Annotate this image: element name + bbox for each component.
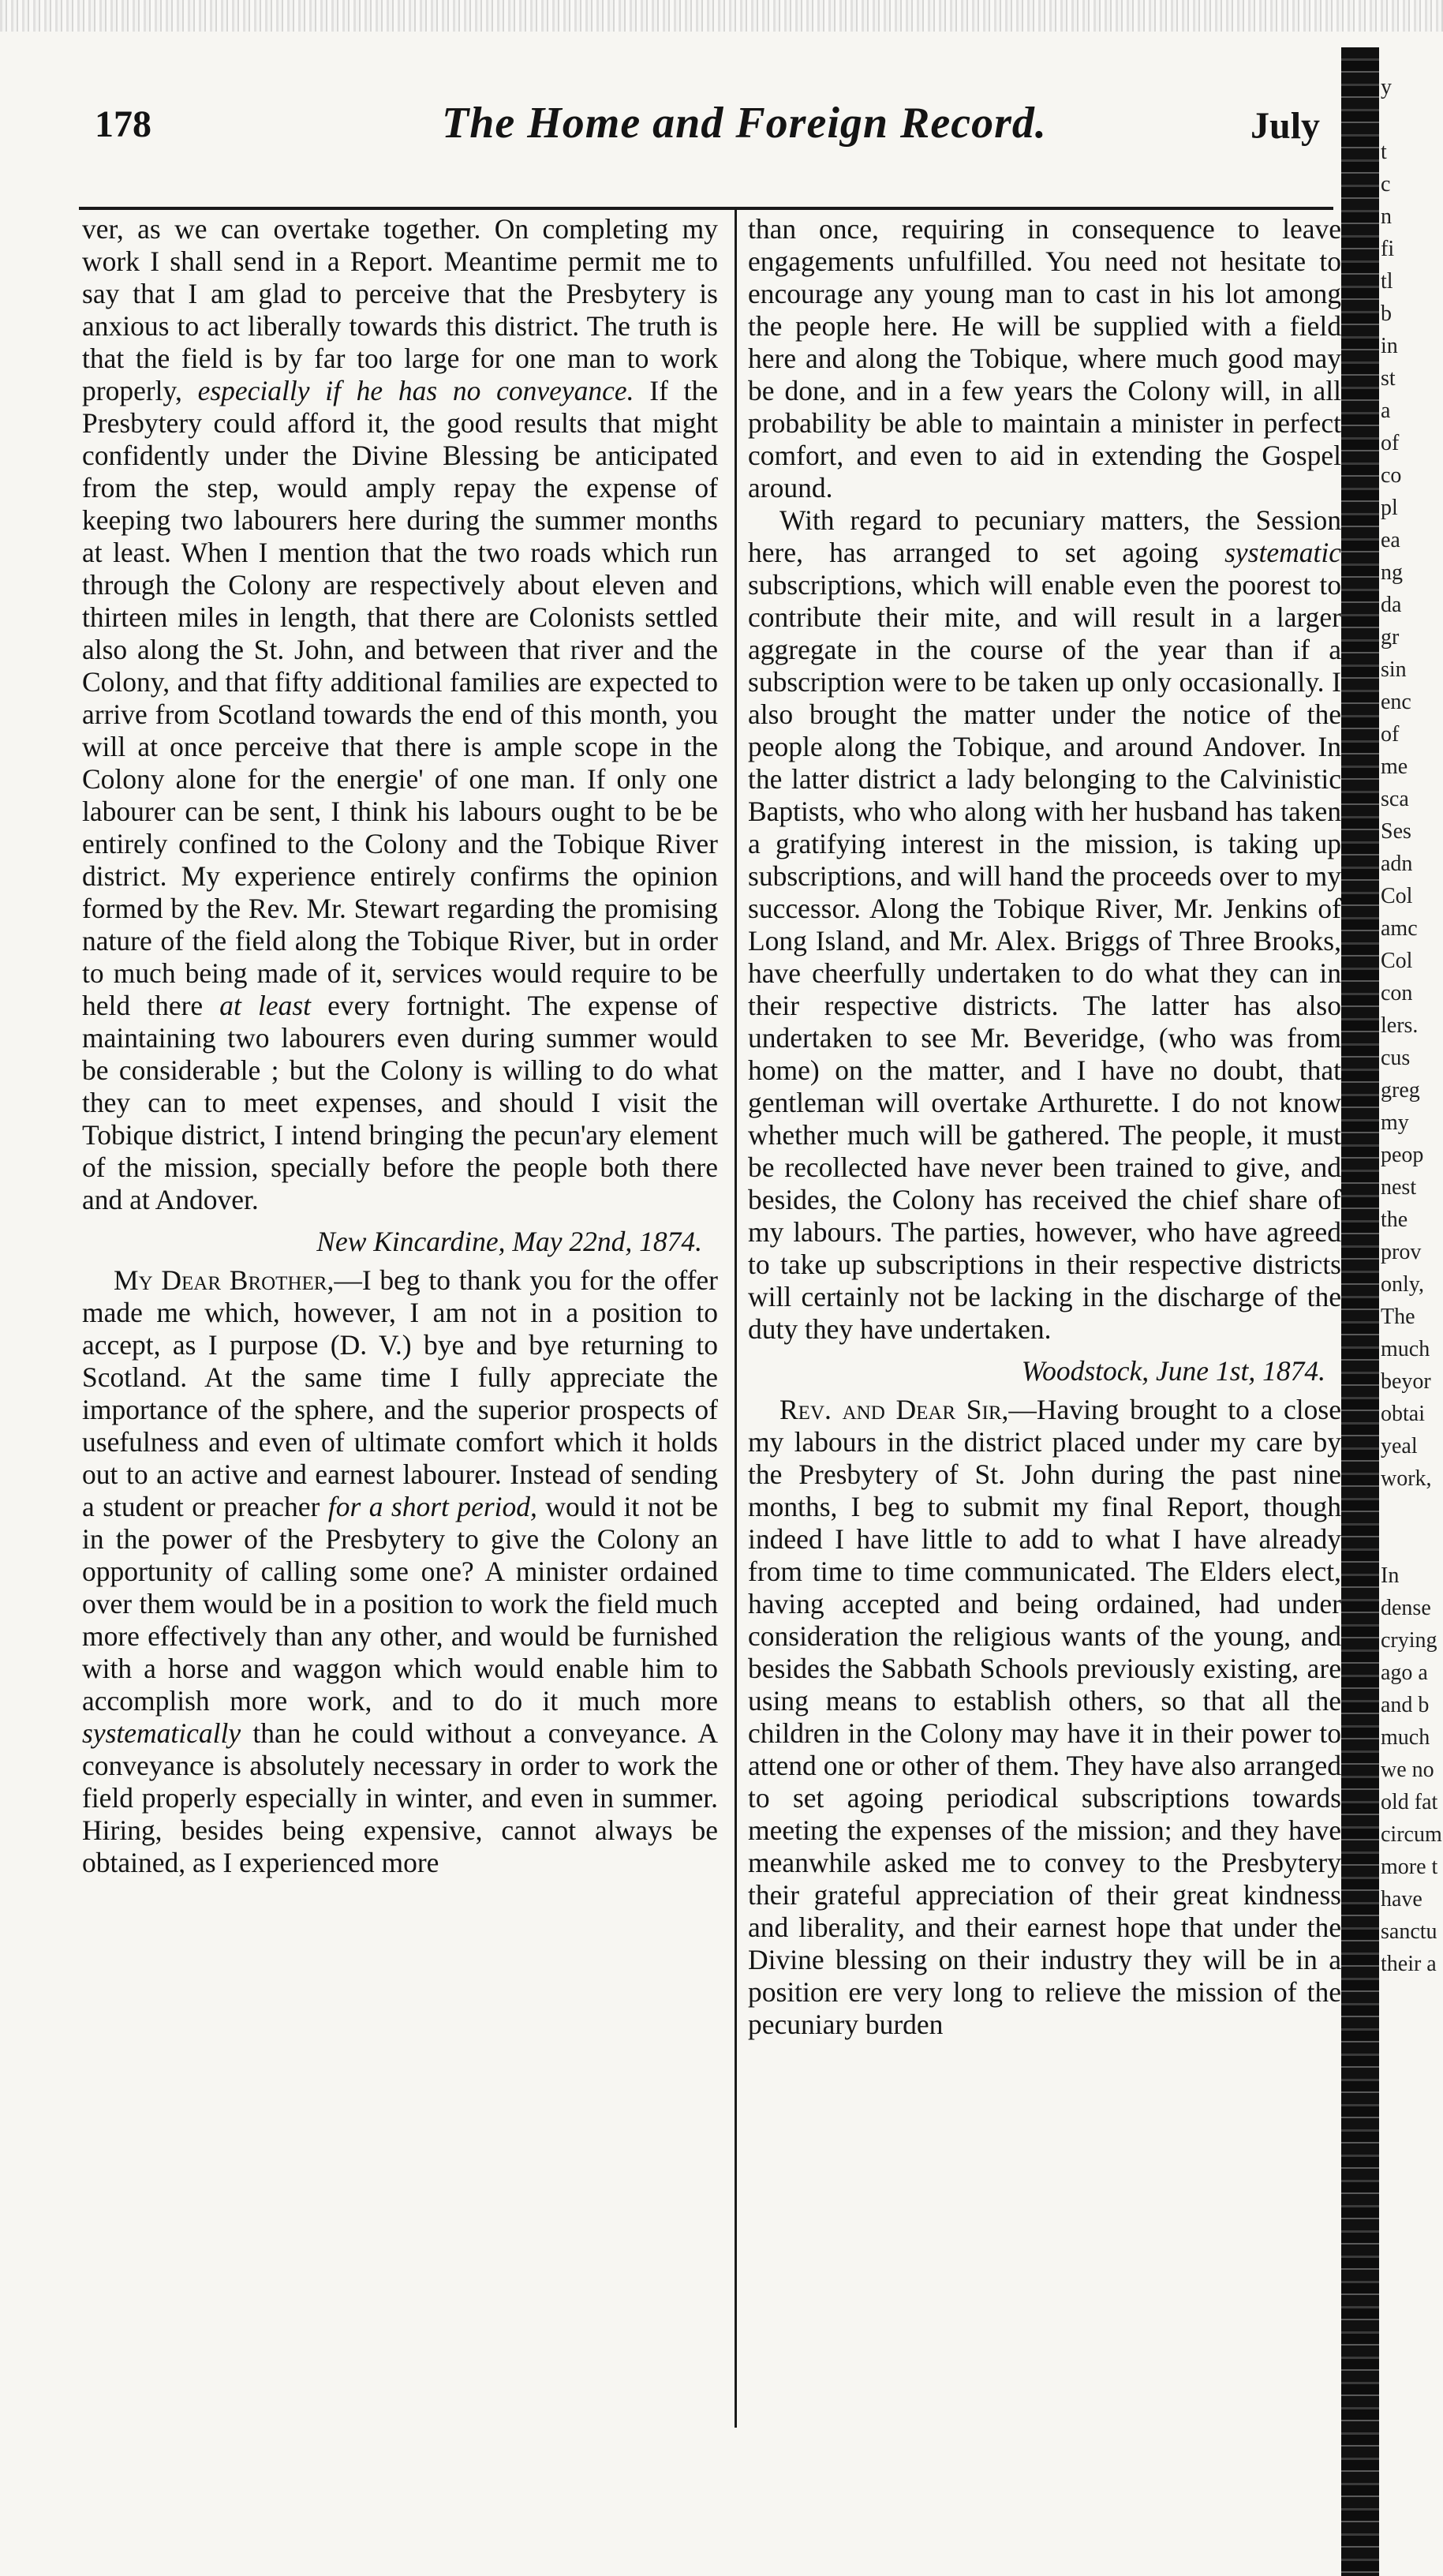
- fragment-line: circum: [1381, 1822, 1442, 1847]
- fragment-line: tl: [1381, 269, 1393, 294]
- fragment-line: con: [1381, 981, 1413, 1005]
- column-rule: [735, 210, 737, 2428]
- fragment-line: y: [1381, 75, 1392, 99]
- fragment-line: sca: [1381, 787, 1409, 811]
- scan-edge-noise: [0, 0, 1443, 32]
- fragment-line: greg: [1381, 1078, 1420, 1103]
- fragment-line: beyor: [1381, 1369, 1431, 1394]
- fragment-line: prov: [1381, 1240, 1422, 1264]
- fragment-line: [1381, 1495, 1443, 1527]
- salutation: Rev. and Dear Sir,: [779, 1394, 1009, 1425]
- fragment-line: a: [1381, 399, 1391, 423]
- fragment-line: In: [1381, 1563, 1400, 1588]
- fragment-line: cus: [1381, 1046, 1411, 1070]
- fragment-line: lers.: [1381, 1013, 1419, 1038]
- fragment-line: peop: [1381, 1143, 1424, 1167]
- right-column: [748, 213, 1341, 2041]
- fragment-line: in: [1381, 334, 1398, 358]
- fragment-line: sanctu: [1381, 1919, 1437, 1944]
- fragment-line: gr: [1381, 625, 1400, 650]
- next-page-fragment: [1381, 71, 1443, 2576]
- fragment-line: sin: [1381, 657, 1407, 682]
- letter-paragraph: My Dear Brother,—I beg to thank you for the offer made me which, however, I am not in a position to accept, as I purpose (D. V.) bye and bye returning to Scotland. At the same time I fully appreciate the importance of the sphere, and the superior prospects of usefulness and even of ultimate comfort which it holds out to an active and earnest labourer. Instead of sending a student or preacher for a short period, would it not be in the power of the Presbytery to give the Colony an opportunity of calling some one? A minister ordained over them would be in a position to work the field much more effectively than any other, and would be furnished with a horse and waggon which would enable him to accomplish more work, and to do it much more systematically than he could without a conveyance. A conveyance is absolutely necessary in order to work the field properly especially in winter, and even in summer. Hiring, besides being expensive, cannot always be obtained, as I experienced more: [82, 1264, 719, 1878]
- fragment-line: more t: [1381, 1855, 1438, 1879]
- fragment-line: t: [1381, 140, 1387, 164]
- fragment-line: [1381, 103, 1443, 136]
- fragment-line: obtai: [1381, 1402, 1425, 1426]
- fragment-line: their a: [1381, 1952, 1437, 1976]
- dateline: New Kincardine, May 22nd, 1874.: [316, 1226, 702, 1257]
- fragment-line: fi: [1381, 237, 1395, 261]
- fragment-line: Col: [1381, 884, 1413, 908]
- fragment-line: yeal: [1381, 1434, 1418, 1458]
- fragment-line: crying: [1381, 1628, 1437, 1653]
- fragment-line: work,: [1381, 1466, 1432, 1491]
- fragment-line: we no: [1381, 1758, 1434, 1782]
- fragment-line: only,: [1381, 1272, 1424, 1297]
- header-month: July: [1250, 105, 1321, 147]
- fragment-line: st: [1381, 366, 1396, 391]
- fragment-line: Col: [1381, 949, 1413, 973]
- fragment-line: adn: [1381, 852, 1413, 876]
- fragment-line: have: [1381, 1887, 1422, 1911]
- fragment-line: old fat: [1381, 1790, 1438, 1814]
- fragment-line: dense: [1381, 1596, 1431, 1620]
- fragment-line: my: [1381, 1110, 1409, 1135]
- fragment-line: much: [1381, 1725, 1430, 1750]
- fragment-line: b: [1381, 301, 1392, 326]
- fragment-line: The: [1381, 1305, 1415, 1329]
- salutation: My Dear Brother,: [114, 1264, 335, 1296]
- fragment-line: Ses: [1381, 819, 1411, 844]
- fragment-line: da: [1381, 593, 1402, 617]
- fragment-line: of: [1381, 722, 1400, 747]
- paragraph: than once, requiring in consequence to leave engagements unfulfilled. You need not hesitate to encourage any young man to cast in his lot among the people here. He will be supplied with a field here and along the Tobique, where much good may be done, and in a few years the Colony will, in all probability be able to maintain a minister in perfect comfort, and even to aid in extending the Gospel around.: [748, 213, 1341, 504]
- running-title: The Home and Foreign Record.: [442, 99, 1047, 148]
- fragment-line: amc: [1381, 916, 1418, 941]
- paragraph: With regard to pecuniary matters, the Session here, has arranged to set agoing systematic subscriptions, which will enable even the poorest to contribute their mite, and will result in a larger aggregate in the course of the year than if a subscription were to be taken up only occasionally. I also brought the matter under the notice of the people along the Tobique, and around Andover. In the latter district a lady belonging to the Calvinistic Baptists, who who along with her husband has taken a gratifying interest in the mission, is taking up subscriptions, and will hand the proceeds over to my successor. Along the Tobique River, Mr. Jenkins of Long Island, and Mr. Alex. Briggs of Three Brooks, have cheerfully undertaken to do what they can in their respective districts. The latter has also undertaken to see Mr. Beveridge, (who was from home) on the matter, and I have no doubt, that gentleman will overtake Arthurette. I do not know whether much will be gathered. The people, it must be recollected have never been trained to give, and besides, the Colony has received the chief share of my labours. The parties, however, who have agreed to take up subscriptions in their respective districts will certainly not be lacking in the discharge of the duty they have undertaken.: [748, 504, 1341, 1345]
- header-rule: [79, 207, 1333, 210]
- binding-gutter: [1341, 47, 1379, 2576]
- fragment-line: ng: [1381, 560, 1403, 585]
- fragment-line: and b: [1381, 1693, 1430, 1717]
- paragraph: ver, as we can overtake together. On completing my work I shall send in a Report. Meantime permit me to say that I am glad to perceive that the Presbytery is anxious to act liberally towards this district. The truth is that the field is by far too large for one man to work properly, especially if he has no conveyance. If the Presbytery could afford it, the good results that might confidently under the Divine Blessing be anticipated from the step, would amply repay the expense of keeping two labourers here during the summer months at least. When I mention that the two roads which run through the Colony are respectively about eleven and thirteen miles in length, that there are Colonists settled also along the St. John, and between that river and the Colony, and that fifty additional families are expected to arrive from Scotland towards the end of this month, you will at once perceive that there is ample scope in the Colony alone for the energie' of one man. If only one labourer can be sent, I think his labours ought to be be entirely confined to the Colony and the Tobique River district. My experience entirely confirms the opinion formed by the Rev. Mr. Stewart regarding the promising nature of the field along the Tobique River, but in order to much being made of it, services would require to be held there at least every fortnight. The expense of maintaining two labourers even during summer would be considerable ; but the Colony is willing to do what they can to meet expenses, and should I visit the Tobique district, I intend bringing the pecun'ary element of the mission, specially before the people both there and at Andover.: [82, 213, 718, 1215]
- fragment-line: n: [1381, 204, 1392, 229]
- fragment-line: of: [1381, 431, 1400, 455]
- left-column: [82, 213, 718, 1879]
- letter-paragraph: Rev. and Dear Sir,—Having brought to a close my labours in the district placed under my care by the Presbytery of St. John during the past nine months, I beg to submit my final Report, though indeed I have little to add to what I have already from time to time communicated. The Elders elect, having accepted and being ordained, had under consideration the religious wants of the young, and besides the Sabbath Schools previously existing, are using means to establish others, so that all the children in the Colony may have it in their power to attend one or other of them. They have also arranged to set agoing periodical subscriptions towards meeting the expenses of the mission; and they have meanwhile asked me to convey to the Presbytery their grateful appreciation of their great kindness and liberality, and their earnest hope that under the Divine blessing on their industry they will be in a position ere very long to relieve the mission of the pecuniary burden: [748, 1394, 1341, 2040]
- running-header: [0, 93, 1443, 164]
- fragment-line: c: [1381, 172, 1391, 197]
- fragment-line: co: [1381, 463, 1402, 488]
- fragment-line: me: [1381, 754, 1408, 779]
- fragment-line: much: [1381, 1337, 1430, 1361]
- fragment-line: enc: [1381, 690, 1411, 714]
- page-number: 178: [95, 103, 151, 145]
- fragment-line: nest: [1381, 1175, 1417, 1200]
- fragment-line: ago a: [1381, 1661, 1428, 1685]
- dateline: Woodstock, June 1st, 1874.: [1021, 1355, 1325, 1387]
- fragment-line: the: [1381, 1208, 1408, 1232]
- fragment-line: ea: [1381, 528, 1400, 552]
- fragment-line: pl: [1381, 496, 1398, 520]
- fragment-line: [1381, 1527, 1443, 1559]
